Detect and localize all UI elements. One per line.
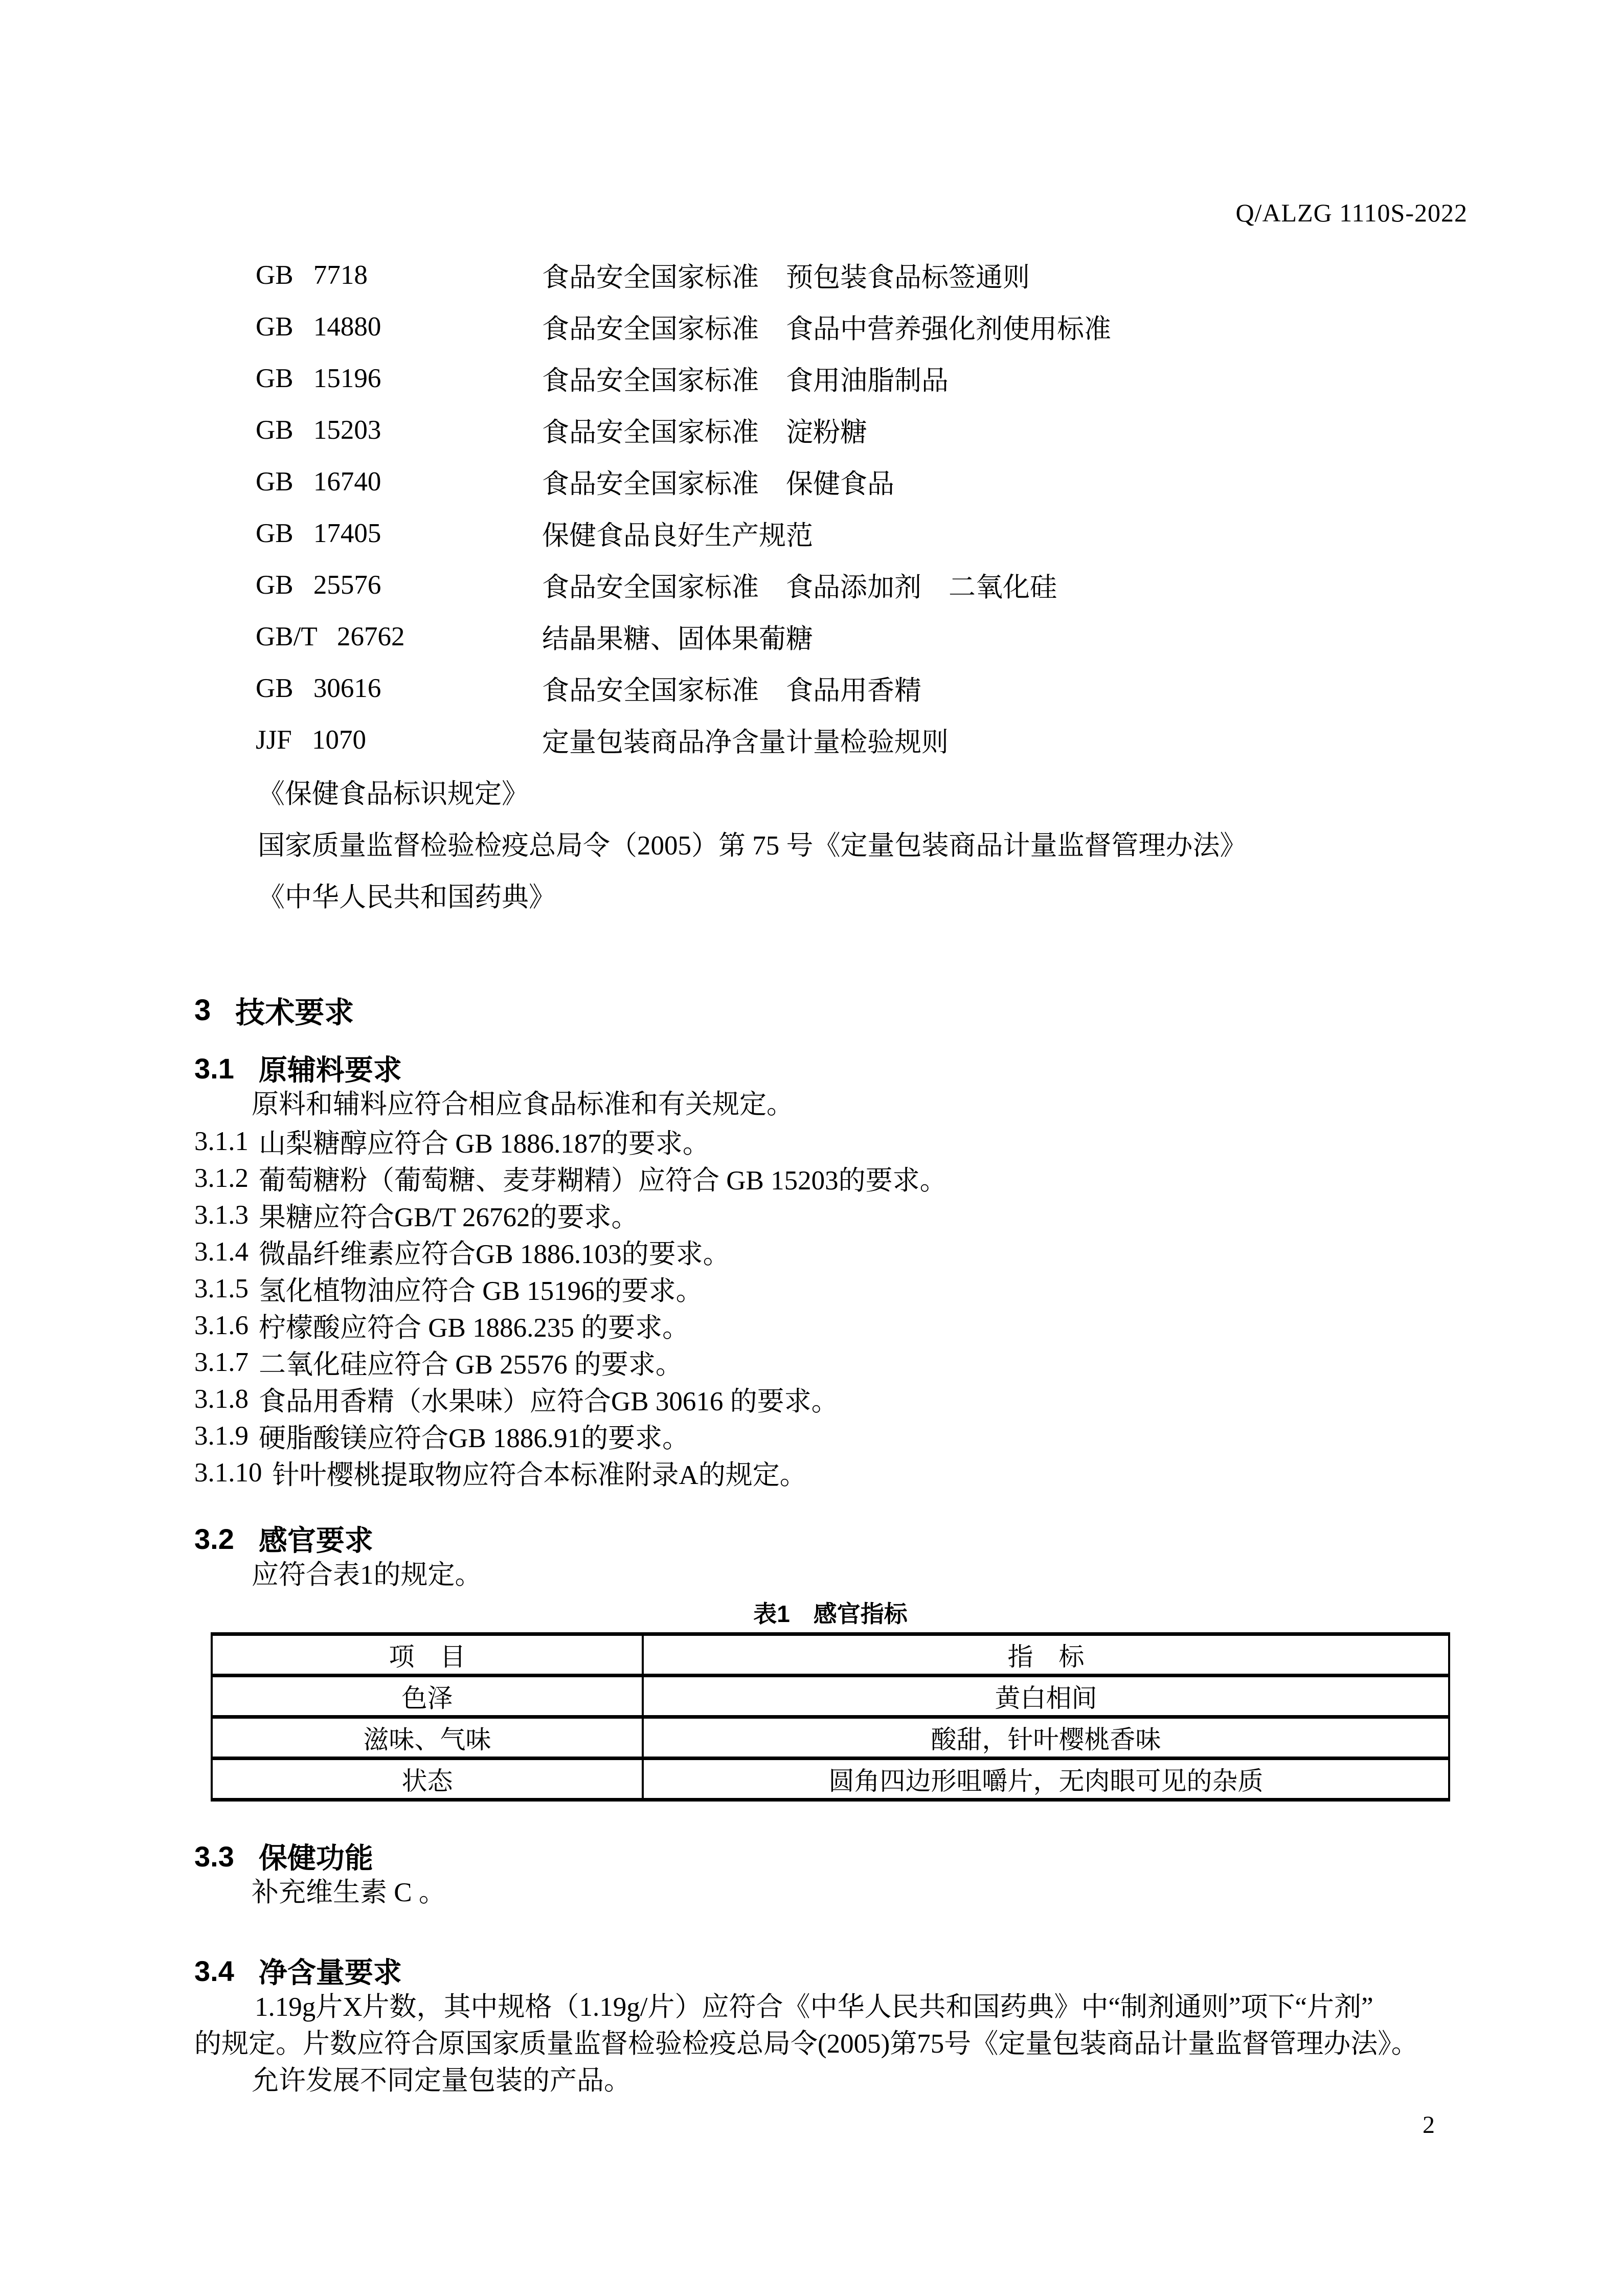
reference-title: 定量包装商品净含量计量检验规则 bbox=[542, 727, 949, 757]
reference-code: JJF 1070 bbox=[256, 725, 366, 755]
section-number: 3 bbox=[194, 993, 211, 1027]
section-number: 3.1 bbox=[194, 1052, 234, 1085]
clause-number: 3.1.2 bbox=[194, 1163, 249, 1193]
table-header-indicator: 指 标 bbox=[643, 1634, 1449, 1676]
clause-text: 食品用香精（水果味）应符合GB 30616 的要求。 bbox=[259, 1387, 839, 1416]
clause-text: 微晶纤维素应符合GB 1886.103的要求。 bbox=[259, 1240, 730, 1269]
table-cell-item: 滋味、气味 bbox=[212, 1717, 643, 1759]
clause-item bbox=[194, 1233, 1473, 1270]
reference-title: 结晶果糖、固体果葡糖 bbox=[542, 624, 813, 654]
clause-text: 针叶樱桃提取物应符合本标准附录A的规定。 bbox=[272, 1460, 807, 1490]
reference-code: GB 16740 bbox=[256, 466, 381, 497]
table-1-caption: 表1 感官指标 bbox=[753, 1601, 908, 1627]
clause-number: 3.1.7 bbox=[194, 1347, 249, 1377]
reference-code: GB/T 26762 bbox=[256, 621, 405, 651]
reference-row bbox=[194, 714, 1473, 766]
clause-text: 二氧化硅应符合 GB 25576 的要求。 bbox=[259, 1350, 683, 1380]
sensory-indicators-table bbox=[211, 1632, 1450, 1802]
clause-item bbox=[194, 1381, 1473, 1417]
normative-references-list bbox=[194, 249, 1473, 920]
reference-row bbox=[194, 662, 1473, 714]
reference-row bbox=[194, 559, 1473, 611]
section-title: 技术要求 bbox=[235, 996, 354, 1029]
table-row bbox=[212, 1717, 1449, 1759]
reference-title: 食品安全国家标准 食品中营养强化剂使用标准 bbox=[542, 314, 1111, 344]
clause-text: 氢化植物油应符合 GB 15196的要求。 bbox=[259, 1276, 703, 1306]
table-cell-indicator: 酸甜，针叶樱桃香味 bbox=[643, 1717, 1449, 1759]
section-3-4-line: 1.19g片X片数，其中规格（1.19g/片）应符合《中华人民共和国药典》中“制剂通则”项下“片剂” bbox=[255, 1992, 1373, 2022]
table-cell-indicator: 圆角四边形咀嚼片，无肉眼可见的杂质 bbox=[643, 1759, 1449, 1800]
page-number: 2 bbox=[1423, 2111, 1435, 2139]
section-3-3-heading bbox=[194, 1838, 1473, 1874]
clause-text: 山梨糖醇应符合 GB 1886.187的要求。 bbox=[259, 1129, 710, 1159]
reference-row bbox=[194, 611, 1473, 662]
section-title: 感官要求 bbox=[258, 1524, 373, 1557]
table-cell-indicator: 黄白相间 bbox=[643, 1676, 1449, 1717]
clause-item bbox=[194, 1160, 1473, 1197]
clause-text: 硬脂酸镁应符合GB 1886.91的要求。 bbox=[259, 1424, 690, 1453]
clause-number: 3.1.6 bbox=[194, 1311, 249, 1340]
reference-row bbox=[194, 456, 1473, 507]
reference-extra-line: 国家质量监督检验检疫总局令（2005）第 75 号《定量包装商品计量监督管理办法》 bbox=[258, 830, 1247, 861]
section-3-1-intro: 原料和辅料应符合相应食品标准和有关规定。 bbox=[252, 1090, 794, 1119]
clause-number: 3.1.9 bbox=[194, 1421, 249, 1451]
table-header-item: 项 目 bbox=[212, 1634, 643, 1676]
section-3-1-heading bbox=[194, 1050, 1473, 1086]
clause-item bbox=[194, 1417, 1473, 1454]
reference-row bbox=[194, 507, 1473, 559]
clause-item bbox=[194, 1123, 1473, 1160]
section-title: 净含量要求 bbox=[258, 1956, 402, 1989]
reference-code: GB 17405 bbox=[256, 518, 381, 548]
clause-number: 3.1.1 bbox=[194, 1127, 249, 1156]
section-3-heading bbox=[194, 992, 1473, 1028]
clause-item bbox=[194, 1454, 1473, 1491]
clause-number: 3.1.5 bbox=[194, 1274, 249, 1303]
section-3-4-heading bbox=[194, 1953, 1473, 1989]
reference-title: 食品安全国家标准 食品用香精 bbox=[542, 676, 921, 706]
reference-code: GB 14880 bbox=[256, 311, 381, 342]
clause-text: 果糖应符合GB/T 26762的要求。 bbox=[259, 1203, 639, 1232]
reference-title: 食品安全国家标准 预包装食品标签通则 bbox=[542, 262, 1030, 292]
reference-row bbox=[194, 404, 1473, 456]
section-number: 3.4 bbox=[194, 1954, 234, 1987]
reference-extra-line: 《保健食品标识规定》 bbox=[258, 779, 529, 809]
section-title: 原辅料要求 bbox=[258, 1054, 402, 1086]
page-content bbox=[194, 0, 1473, 2099]
doc-code-header: Q/ALZG 1110S-2022 bbox=[1235, 198, 1468, 227]
reference-row bbox=[194, 249, 1473, 301]
section-3-3-body: 补充维生素 C 。 bbox=[252, 1878, 446, 1907]
table-cell-item: 状态 bbox=[212, 1759, 643, 1800]
reference-code: GB 15196 bbox=[256, 363, 381, 393]
reference-row bbox=[194, 301, 1473, 352]
raw-material-items bbox=[194, 1123, 1473, 1491]
section-3-2-intro: 应符合表1的规定。 bbox=[252, 1560, 482, 1590]
table-row bbox=[212, 1759, 1449, 1800]
reference-title: 保健食品良好生产规范 bbox=[542, 521, 813, 551]
reference-code: GB 7718 bbox=[256, 260, 368, 290]
section-3-4-line: 的规定。片数应符合原国家质量监督检验检疫总局令(2005)第75号《定量包装商品计量监督管理办法》。 bbox=[194, 2029, 1418, 2059]
reference-title: 食品安全国家标准 食品添加剂 二氧化硅 bbox=[542, 572, 1057, 602]
clause-item bbox=[194, 1307, 1473, 1344]
clause-item bbox=[194, 1270, 1473, 1307]
section-3-2-heading bbox=[194, 1521, 1473, 1557]
reference-code: GB 15203 bbox=[256, 415, 381, 445]
clause-text: 柠檬酸应符合 GB 1886.235 的要求。 bbox=[259, 1313, 690, 1343]
reference-title: 食品安全国家标准 保健食品 bbox=[542, 469, 894, 499]
reference-title: 食品安全国家标准 食用油脂制品 bbox=[542, 366, 949, 396]
reference-extra-line: 《中华人民共和国药典》 bbox=[258, 882, 556, 912]
section-3-4-line: 允许发展不同定量包装的产品。 bbox=[252, 2066, 631, 2096]
section-number: 3.2 bbox=[194, 1522, 234, 1555]
reference-row bbox=[194, 352, 1473, 404]
reference-code: GB 30616 bbox=[256, 673, 381, 703]
clause-number: 3.1.4 bbox=[194, 1237, 249, 1267]
section-title: 保健功能 bbox=[258, 1842, 373, 1874]
table-header-row bbox=[212, 1634, 1449, 1676]
reference-code: GB 25576 bbox=[256, 570, 381, 600]
clause-number: 3.1.3 bbox=[194, 1200, 249, 1230]
clause-item bbox=[194, 1344, 1473, 1381]
clause-number: 3.1.8 bbox=[194, 1384, 249, 1414]
clause-item bbox=[194, 1197, 1473, 1233]
reference-title: 食品安全国家标准 淀粉糖 bbox=[542, 417, 867, 447]
clause-number: 3.1.10 bbox=[194, 1458, 262, 1488]
table-cell-item: 色泽 bbox=[212, 1676, 643, 1717]
table-row bbox=[212, 1676, 1449, 1717]
clause-text: 葡萄糖粉（葡萄糖、麦芽糊精）应符合 GB 15203的要求。 bbox=[259, 1166, 947, 1196]
section-number: 3.3 bbox=[194, 1840, 234, 1873]
